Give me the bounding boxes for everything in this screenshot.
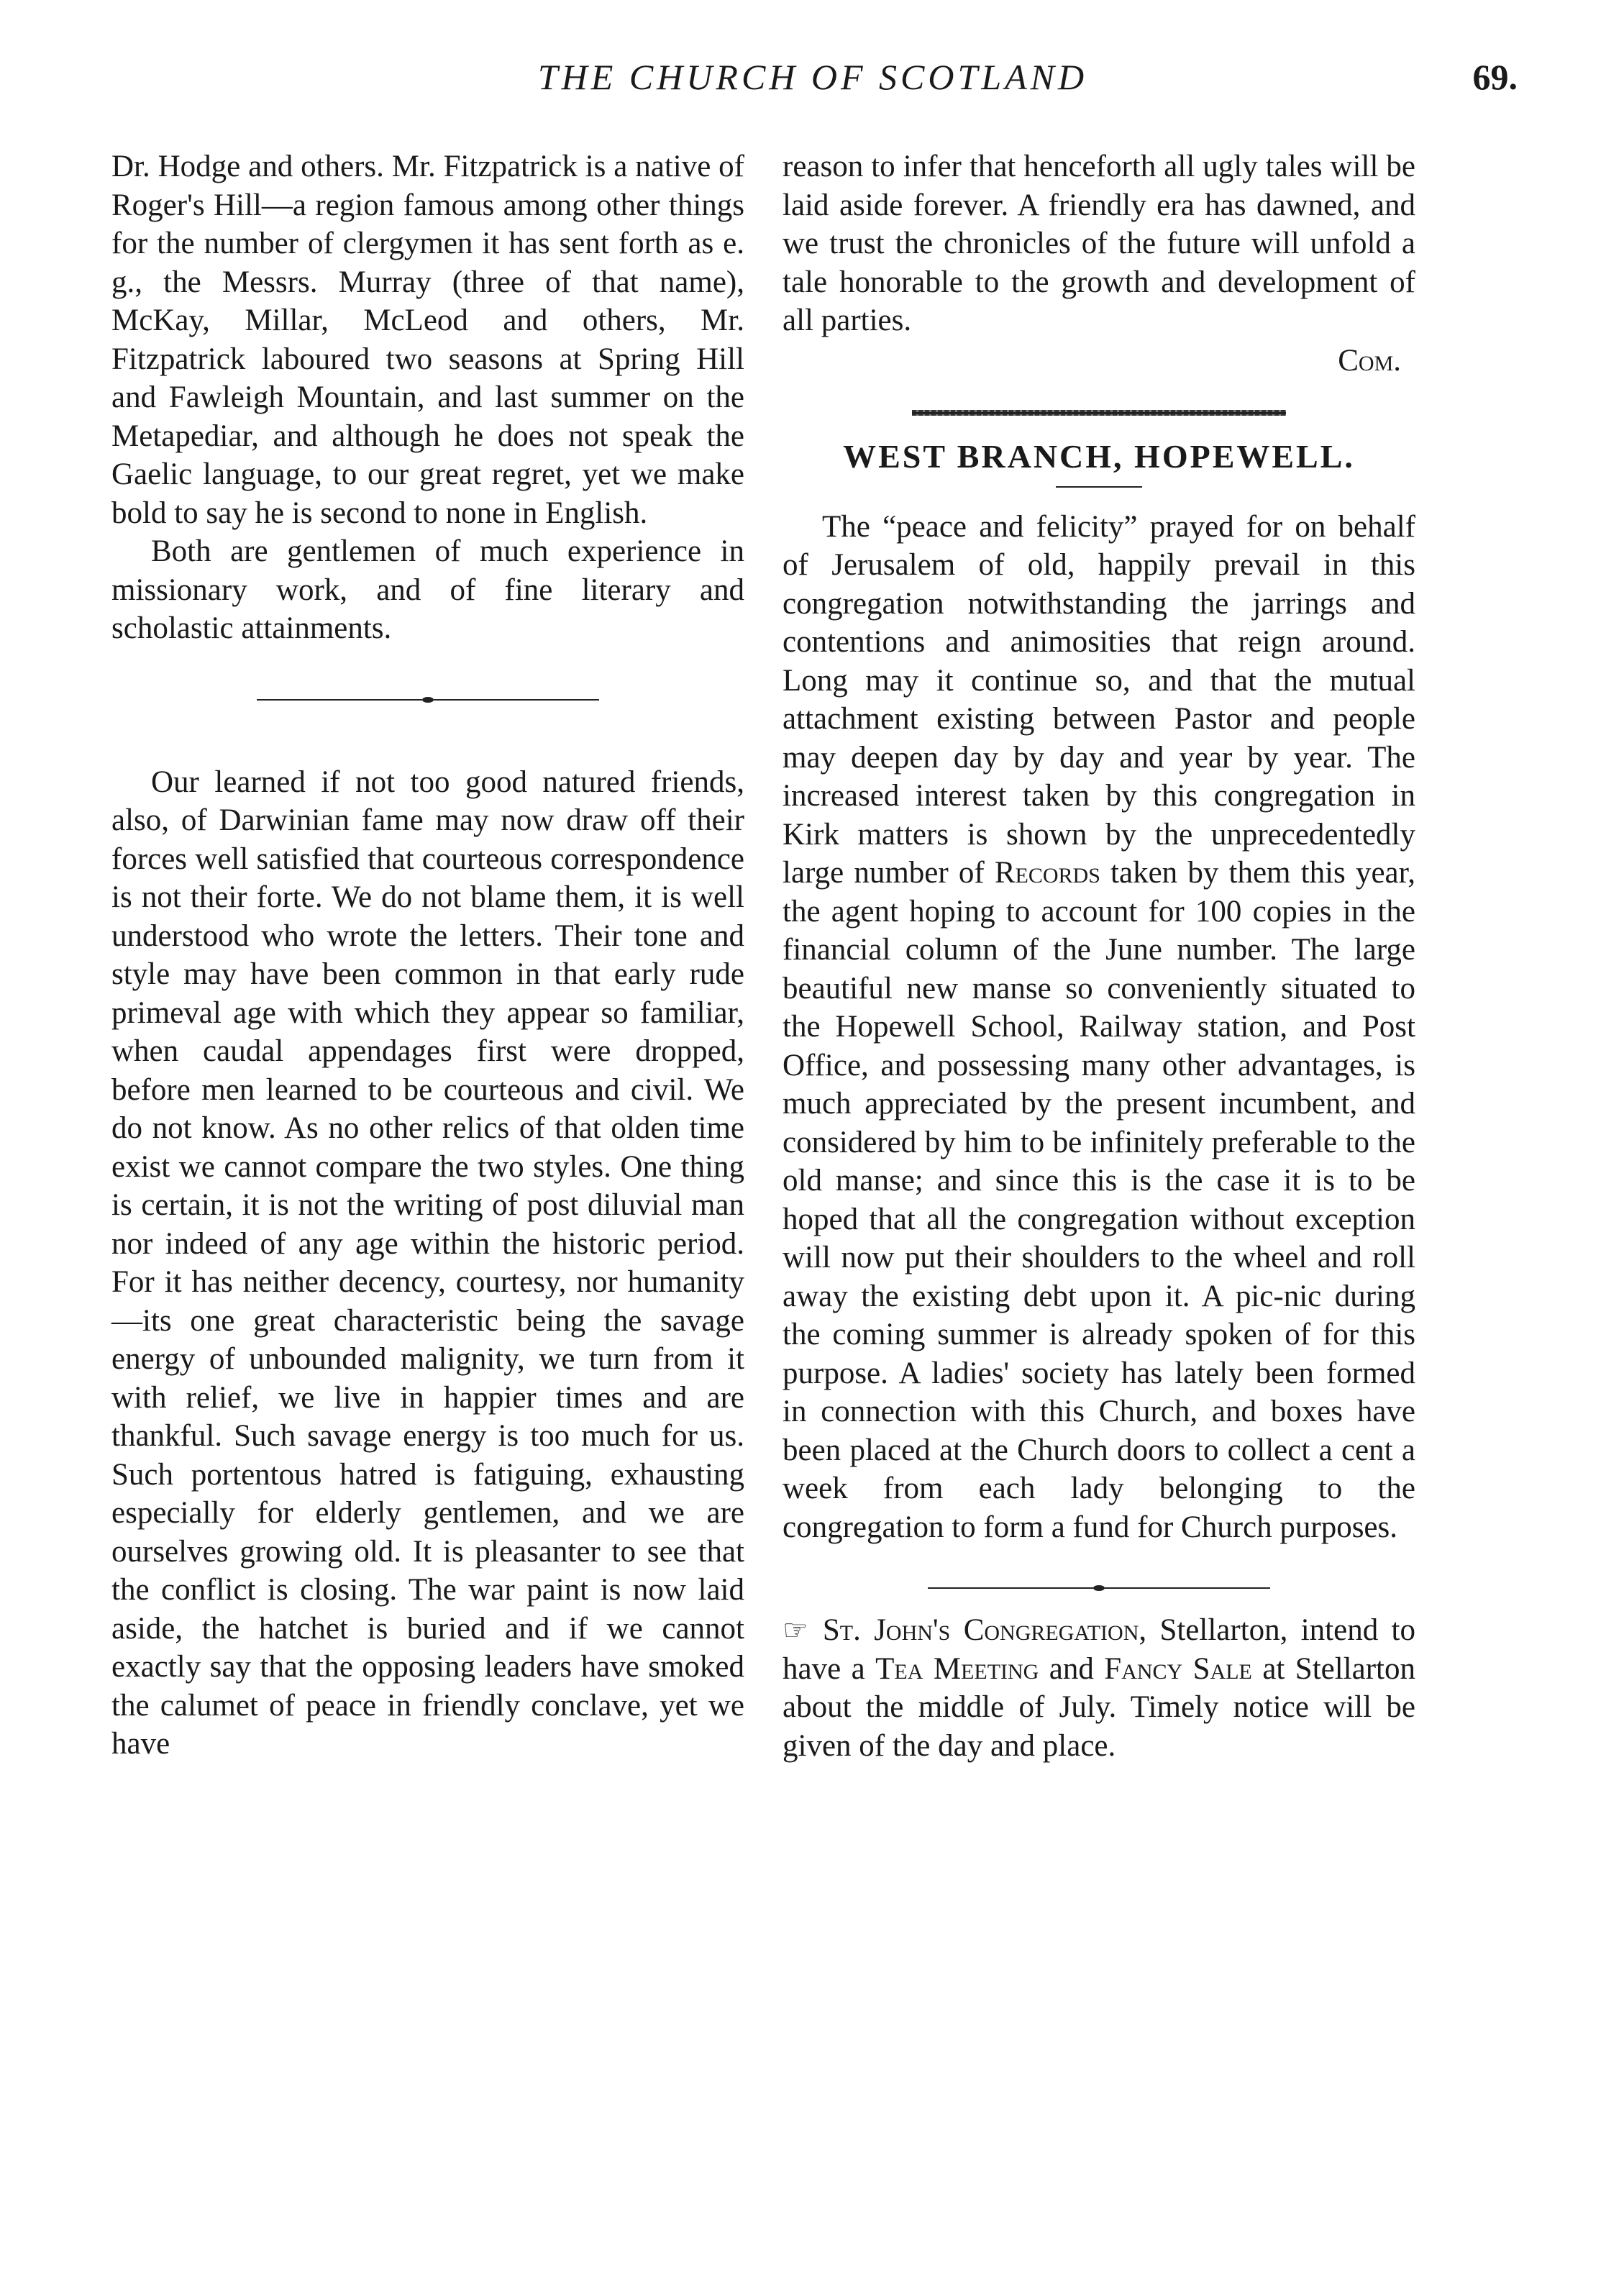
notice-event-tea-meeting: Tea Meeting xyxy=(875,1651,1039,1686)
divider-line xyxy=(434,699,599,701)
text-span: , Stellarton, intend to have a xyxy=(783,1613,1415,1686)
paragraph-continued: reason to infer that henceforth all ugly tales will be laid aside forever. A friendly era has dawned, and we trust the chronicles of the future will unfold a tale honorable to the growth and development of all parties. xyxy=(783,150,1415,337)
paragraph-darwinian: Our learned if not too good natured friends, also, of Darwinian fame may now draw off their forces well satisfied that courteous correspondence is not their forte. We do not blame them, it is well understood who wrote the letters. Their tone and style may have been common in that early rude primeval age with which they appear so familiar, when caudal appendages first were dropped, before men learned to be courteous and civil. We do not know. As no other relics of that olden time exist we cannot compare the two styles. One thing is certain, it is not the writing of post diluvial man nor indeed of any age within the historic period. For it has neither decency, courtesy, nor humanity —its one great characteristic being the savage energy of unbounded malignity, we turn from it with relief, we live in happier times and are thankful. Such savage energy is too much for us. Such portentous hatred is fatiguing, exhausting especially for elderly gentlemen, and we are ourselves growing old. It is pleasanter to see that the conflict is closing. The war paint is now laid aside, the hatchet is buried and if we cannot exactly say that the opposing leaders have smoked the calumet of peace in friendly conclave, yet we have xyxy=(111,765,744,1761)
divider-ornament-icon xyxy=(1093,1585,1105,1591)
text-span: taken by them this year, the agent hoping to account for 100 copies in the financial column of the June number. The large beautiful new manse so conveniently situated to the Hopewell School, Railway station, and Post Office, and possessing many other advantages, is much appreciated by the present incumbent, and considered by him to be infinitely preferable to the old manse; and since this is the case it is to be hoped that all the congregation without exception will now put their shoulders to the wheel and roll away the existing debt upon it. A pic-nic during the coming summer is already spoken of for this purpose. A ladies' society has lately been formed in connection with this Church, and boxes have been placed at the Church doors to collect a cent a week from each lady belonging to the congregation to form a fund for Church purposes. xyxy=(783,856,1415,1544)
notice-paragraph xyxy=(783,1611,1415,1765)
heavy-rule-divider xyxy=(912,410,1286,416)
records-small-caps: Records xyxy=(994,856,1100,890)
signature: Com. xyxy=(1338,343,1401,378)
running-head xyxy=(108,56,1518,121)
text-span: at Stellarton about the middle of July. Timely notice will be given of the day and place. xyxy=(783,1651,1415,1763)
left-column xyxy=(111,147,744,1764)
heading-rule xyxy=(1056,486,1142,488)
right-column xyxy=(783,147,1415,1765)
divider-line xyxy=(928,1587,1093,1589)
section-divider xyxy=(111,693,744,707)
pointing-hand-icon: ☞ xyxy=(783,1614,808,1646)
notice-congregation-name: St. John's Congregation xyxy=(822,1613,1139,1647)
running-title: THE CHURCH OF SCOTLAND xyxy=(537,57,1088,97)
page-number: 69. xyxy=(1472,57,1518,97)
section-heading: WEST BRANCH, HOPEWELL. xyxy=(843,438,1355,475)
divider-ornament-icon xyxy=(422,697,434,703)
paragraph-fitzpatrick: Dr. Hodge and others. Mr. Fitzpatrick is a native of Roger's Hill—a region famous among other things for the number of clergymen it has sent forth as e. g., the Messrs. Murray (three of that name), McKay, Millar, McLeod and others, Mr. Fitzpatrick laboured two seasons at Spring Hill and Fawleigh Mountain, and last summer on the Metapediar, and although he does not speak the Gaelic language, to our great regret, yet we make bold to say he is second to none in English. xyxy=(111,150,744,530)
paragraph-gentlemen: Both are gentlemen of much experience in missionary work, and of fine literary and scholastic attainments. xyxy=(111,534,744,645)
section-divider xyxy=(783,1581,1415,1595)
divider-line xyxy=(1105,1587,1270,1589)
notice-event-fancy-sale: Fancy Sale xyxy=(1104,1651,1252,1686)
text-span: and xyxy=(1039,1651,1105,1686)
divider-line xyxy=(257,699,422,701)
text-span: The “peace and felicity” prayed for on behalf of Jerusalem of old, happily prevail in this congregation notwithstanding the jarrings and contentions and animosities that reign around. Long may it continue so, and that the mutual attachment existing between Pastor and people may deepen day by day and year by year. The increased interest taken by this congregation in Kirk matters is shown by the unprecedentedly large number of xyxy=(783,509,1415,890)
paragraph-west-branch xyxy=(783,508,1415,1547)
